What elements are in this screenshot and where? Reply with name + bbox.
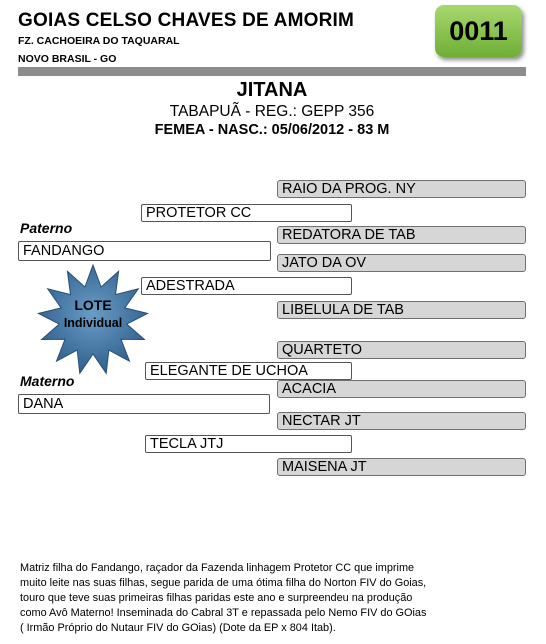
lot-description [20, 561, 532, 636]
maternal-label: Materno [20, 373, 75, 389]
description-line: Matriz filha do Fandango, raçador da Fazenda linhagem Protetor CC que imprime [20, 562, 415, 574]
lot-number-badge: 0011 [435, 5, 522, 57]
owner-name: GOIAS CELSO CHAVES DE AMORIM [18, 10, 355, 31]
animal-origin-registration: TABAPUÃ - REG.: GEPP 356 [169, 103, 375, 120]
paternal-grandsire-box: PROTETOR CC [141, 204, 352, 222]
great-grandparent-box: MAISENA JT [277, 458, 526, 476]
great-grandparent-box: RAIO DA PROG. NY [277, 180, 526, 198]
farm-location: NOVO BRASIL - GO [18, 53, 117, 65]
great-grandparent-box: ACACIA [277, 380, 526, 398]
great-grandparent-box: LIBELULA DE TAB [277, 301, 526, 319]
sire-box: FANDANGO [18, 241, 271, 261]
great-grandparent-box: QUARTETO [277, 341, 526, 359]
great-grandparent-box: JATO DA OV [277, 254, 526, 272]
paternal-label: Paterno [20, 220, 73, 236]
animal-name: JITANA [236, 79, 308, 101]
maternal-grandsire-box: ELEGANTE DE UCHOA [145, 362, 352, 380]
description-line: como Avô Materno! Inseminada do Cabral 3T e repassada pelo Nemo FIV do GOias [20, 607, 427, 619]
great-grandparent-box: REDATORA DE TAB [277, 226, 526, 244]
badge-line-2: Individual [63, 316, 123, 330]
maternal-granddam-box: TECLA JTJ [145, 435, 352, 453]
great-grandparent-box: NECTAR JT [277, 412, 526, 430]
description-line: touro que teve suas primeiras filhas paridas este ano e surpreendeu na produção [20, 592, 413, 604]
paternal-granddam-box: ADESTRADA [141, 277, 352, 295]
dam-box: DANA [18, 394, 270, 414]
description-line: muito leite nas suas filhas, segue parida de uma ótima filha do Norton FIV do Goias, [20, 577, 427, 589]
header-divider [18, 67, 526, 76]
description-line: ( Irmão Próprio do Nutaur FIV do GOias) (Dote da EP x 804 Itab). [20, 622, 336, 634]
lot-individual-starburst-icon [36, 263, 150, 377]
badge-line-1: LOTE [74, 297, 112, 313]
farm-name: FZ. CACHOEIRA DO TAQUARAL [18, 35, 180, 47]
animal-sex-birth: FEMEA - NASC.: 05/06/2012 - 83 M [154, 122, 390, 138]
